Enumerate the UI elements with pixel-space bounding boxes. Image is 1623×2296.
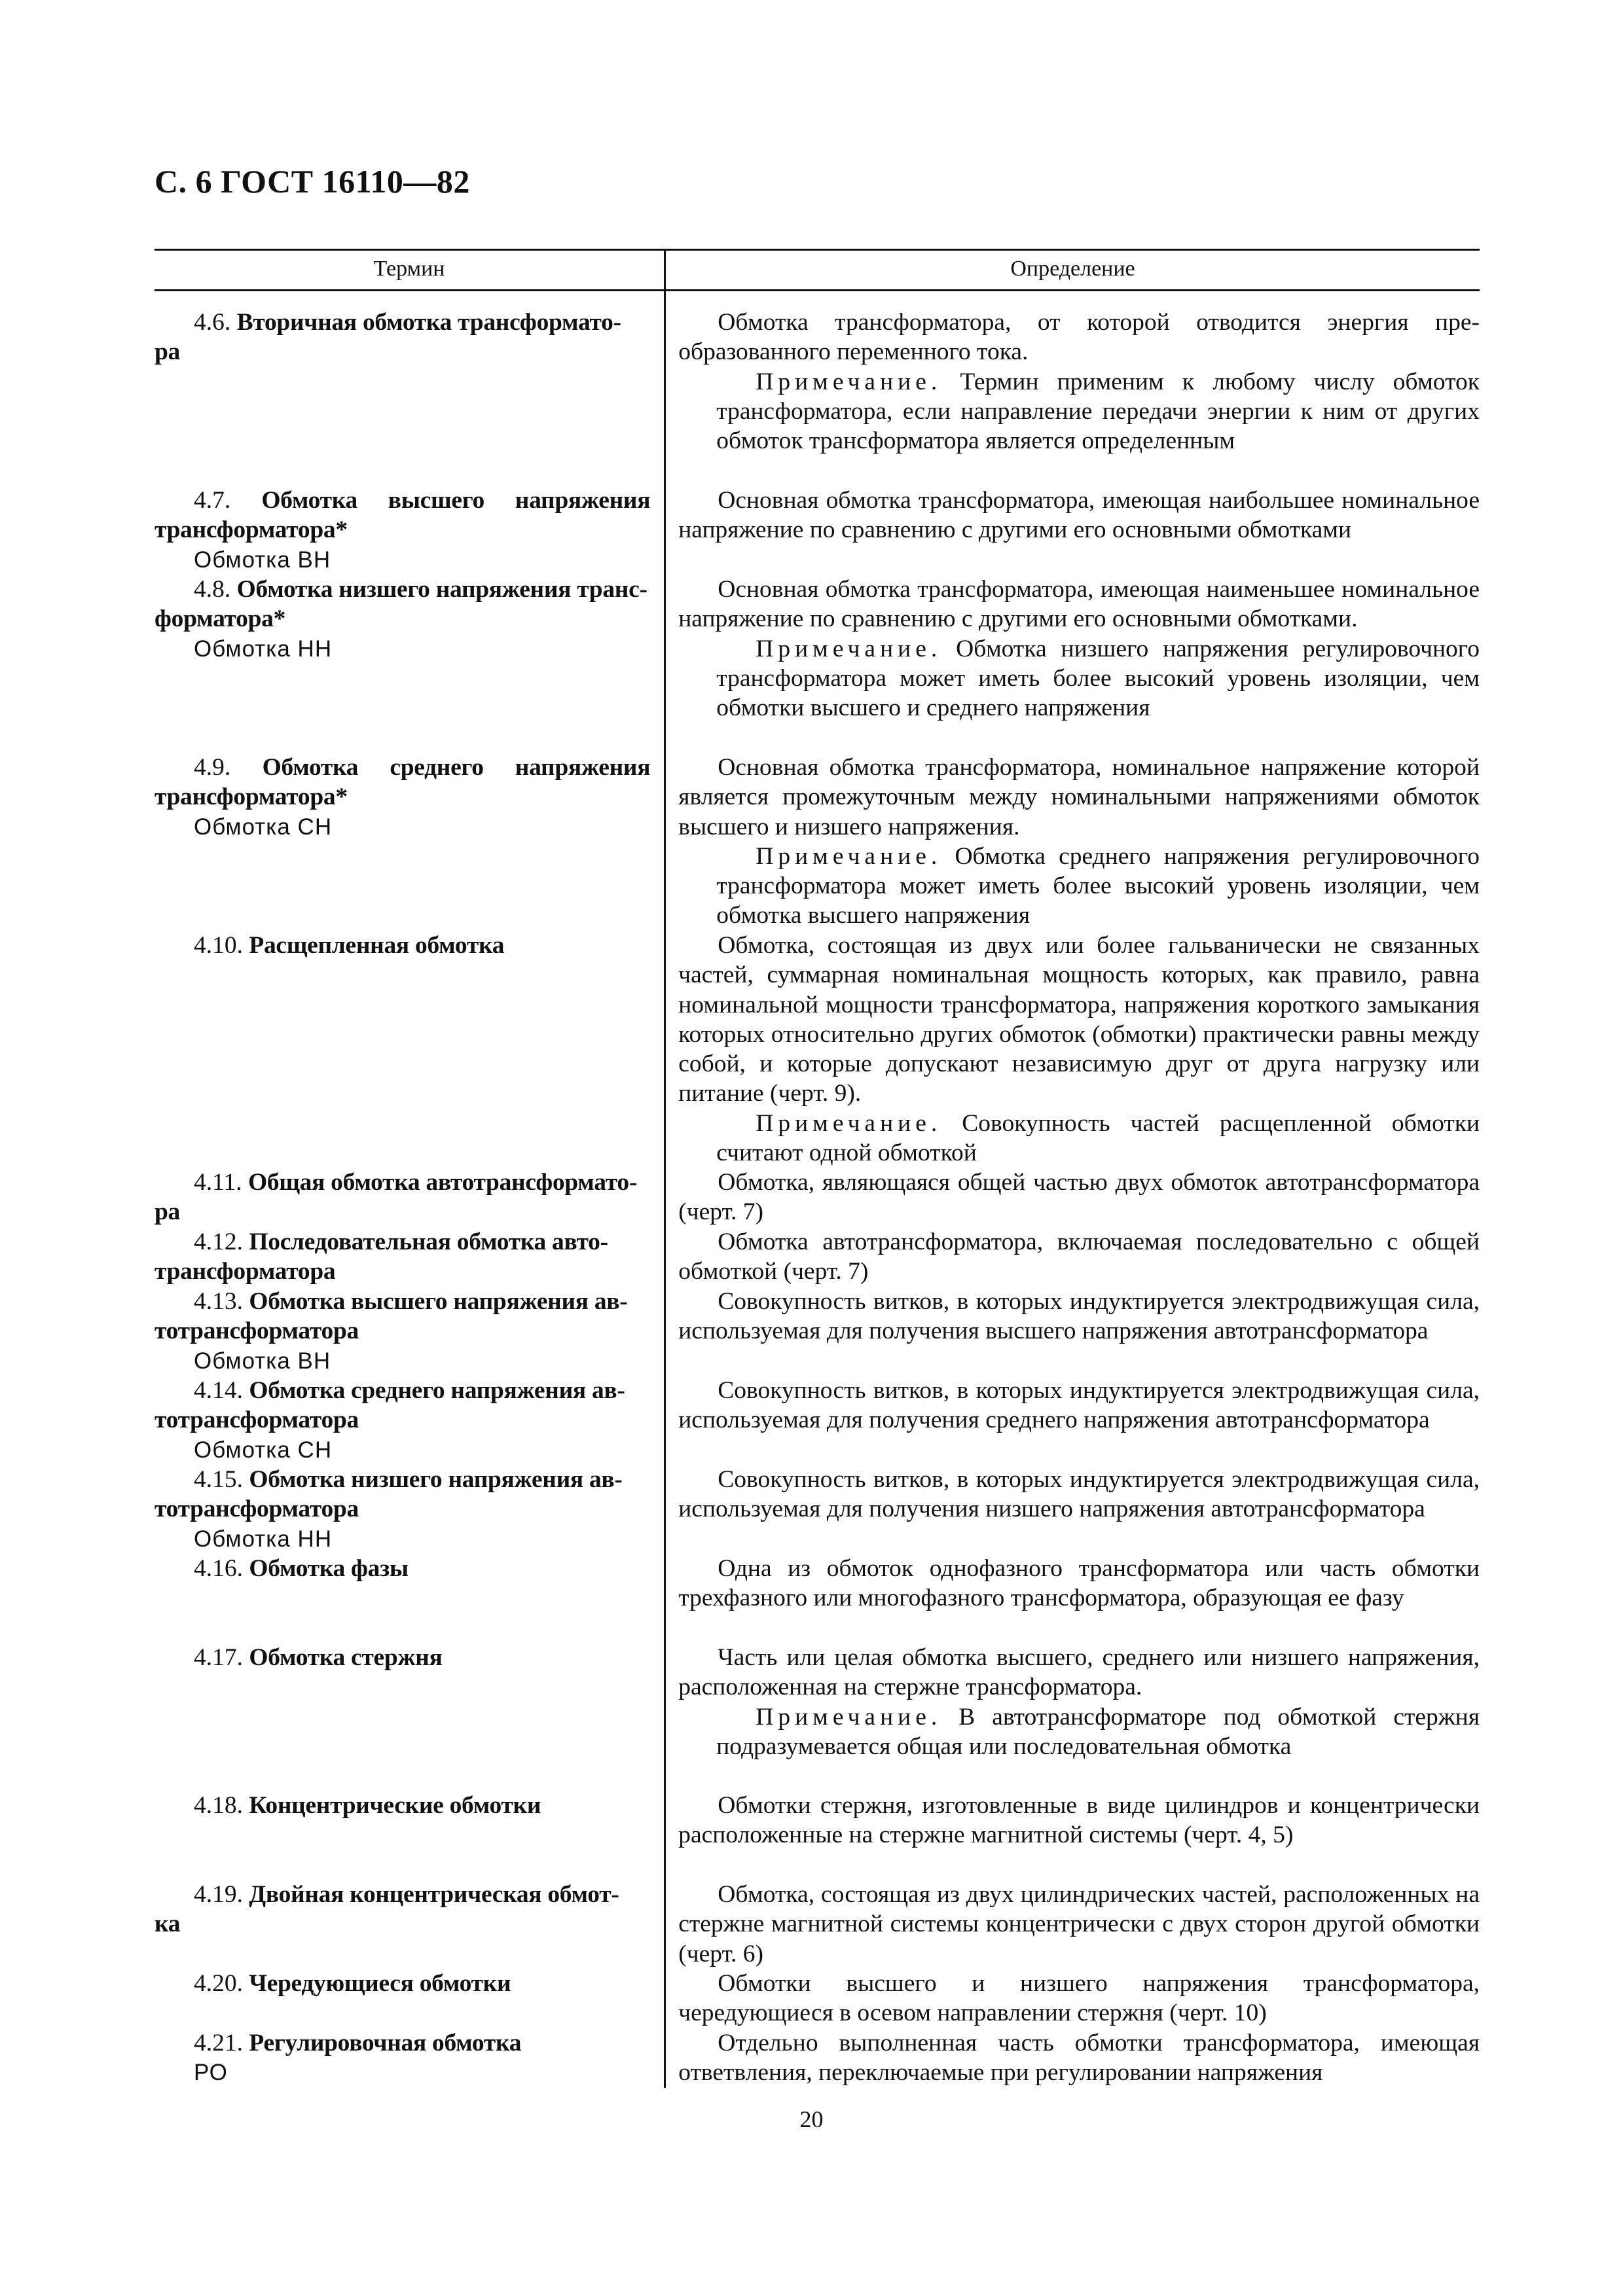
note-text: В автотрансформаторе под обмоткой стержня подразумевается общая или последовательная обмотка: [716, 1703, 1480, 1760]
definition-cell: [678, 1880, 1480, 1969]
note-label: Примечание.: [756, 1109, 942, 1137]
term-number: 4.8.: [194, 576, 231, 603]
term-number: 4.20.: [194, 1970, 243, 1997]
table-row: [155, 1465, 1480, 1554]
term-cell: [155, 1227, 663, 1287]
definition-text: Обмотки стержня, изготовленные в виде цилиндров и концентрически расположенные на стержне магнитной системы (черт. 4, 5): [678, 1792, 1480, 1849]
definition-cell: [678, 1227, 1480, 1287]
definition-cell: [678, 1791, 1480, 1880]
term-cell: [155, 1791, 663, 1880]
table-header-rule: [155, 289, 1480, 291]
table-row: [155, 753, 1480, 931]
term-name: Вторичная обмотка трансформато-: [236, 309, 621, 336]
term-cell: [155, 1554, 663, 1643]
definition-note: [716, 1702, 1480, 1762]
table-row: [155, 486, 1480, 575]
table-row: [155, 1287, 1480, 1376]
term-name-continued: ра: [155, 338, 181, 366]
table-row: [155, 1643, 1480, 1791]
table-row: [155, 1791, 1480, 1880]
definition-text: Часть или целая обмотка высшего, среднего или низшего напряжения, расположенная на стержне трансформатора.: [678, 1644, 1480, 1701]
term-cell: [155, 308, 663, 486]
definition-text: Обмотка, состоящая из двух цилиндрических частей, расположенных на стержне магнитной системы концентрически с двух сторон другой обмотки (черт. 6): [678, 1881, 1480, 1967]
table-row: [155, 308, 1480, 486]
term-name: Обмотка стержня: [249, 1644, 443, 1671]
definition-cell: [678, 1643, 1480, 1791]
term-number: 4.21.: [194, 2030, 243, 2056]
term-cell: [155, 486, 663, 575]
definition-cell: [678, 1969, 1480, 2028]
term-cell: [155, 2028, 663, 2117]
definition-text: Совокупность витков, в которых индуктируется электродвижущая сила, используемая для получения высшего напряжения автотрансформатора: [678, 1288, 1480, 1345]
term-abbreviation: Обмотка ВН: [194, 1348, 331, 1374]
note-text: Обмотка низшего напряжения регулировочного трансформатора может иметь более высокий уровень изоляции, чем обмотки высшего и среднего напряжения: [716, 635, 1480, 722]
definition-cell: [678, 308, 1480, 486]
term-name-continued: трансформатора: [155, 1258, 336, 1285]
term-name: Обмотка низшего напряжения транс-: [236, 576, 647, 603]
table-row: [155, 1227, 1480, 1287]
note-label: Примечание.: [756, 1703, 942, 1731]
table-row: [155, 1376, 1480, 1465]
table-top-rule: [155, 249, 1480, 251]
column-header-term: Термин: [373, 257, 445, 281]
term-number: 4.17.: [194, 1644, 243, 1671]
term-cell: [155, 1643, 663, 1791]
note-text: Обмотка среднего напряжения регулировочного трансформатора может иметь более высокий уровень изоляции, чем обмотка высшего напряжения: [716, 842, 1480, 929]
column-header-definition: Определение: [1010, 257, 1135, 281]
term-cell: [155, 1168, 663, 1227]
note-text: Совокупность частей расщепленной обмотки считают одной обмоткой: [716, 1109, 1480, 1167]
definition-text: Одна из обмоток однофазного трансформатора или часть обмотки трехфазного или многофазного трансформатора, образующая ее фазу: [678, 1555, 1480, 1612]
term-name: Обмотка высшего напряжения: [261, 487, 651, 514]
term-name-continued: трансформатора*: [155, 516, 348, 544]
note-label: Примечание.: [756, 368, 942, 395]
definition-cell: [678, 1376, 1480, 1465]
definition-text: Основная обмотка трансформатора, номинальное напряжение которой является промежуточным между номинальными напряжениями обмоток высшего и низшего напряжения.: [678, 754, 1480, 840]
definition-note: [716, 1109, 1480, 1168]
definition-text: Совокупность витков, в которых индуктируется электродвижущая сила, используемая для получения среднего напряжения автотрансформатора: [678, 1377, 1480, 1434]
term-number: 4.6.: [194, 309, 231, 336]
definition-text: Обмотка, состоящая из двух или более гальванически не связанных частей, суммарная номинальная мощность которых, как правило, равна номинальной мощности трансформатора, напряжения короткого замыкания которых относительно других обмоток (обмотки) практически равны между собой, и которые допускают независимую друг от друга нагрузку или питание (черт. 9).: [678, 932, 1480, 1107]
term-name-continued: тотрансформатора: [155, 1407, 359, 1434]
term-number: 4.19.: [194, 1881, 243, 1908]
definition-text: Отдельно выполненная часть обмотки трансформатора, имеющая ответвления, переключаемые при регулировании напряжения: [678, 2030, 1480, 2087]
term-name: Общая обмотка автотрансформато-: [247, 1169, 638, 1196]
definition-text: Обмотка, являющаяся общей частью двух обмоток автотрансформатора (черт. 7): [678, 1169, 1480, 1226]
term-number: 4.9.: [194, 754, 231, 781]
term-cell: [155, 1465, 663, 1554]
page-number: 20: [799, 2106, 824, 2132]
definition-note: [716, 634, 1480, 723]
definition-text: Обмотка трансформатора, от которой отводится энергия пре-образованного переменного тока.: [678, 309, 1480, 366]
note-label: Примечание.: [756, 635, 942, 662]
note-label: Примечание.: [756, 842, 942, 870]
definition-cell: [678, 1465, 1480, 1554]
term-cell: [155, 753, 663, 931]
term-name: Обмотка низшего напряжения ав-: [249, 1466, 623, 1493]
table-body: [155, 308, 1480, 2117]
definition-text: Обмотка автотрансформатора, включаемая последовательно с общей обмоткой (черт. 7): [678, 1229, 1480, 1285]
term-number: 4.15.: [194, 1466, 243, 1493]
term-number: 4.11.: [194, 1169, 242, 1196]
definition-cell: [678, 1554, 1480, 1643]
term-name: Обмотка среднего напряжения: [262, 754, 651, 781]
definition-cell: [678, 931, 1480, 1168]
term-cell: [155, 575, 663, 753]
term-number: 4.12.: [194, 1229, 243, 1255]
definition-note: [716, 367, 1480, 456]
definition-cell: [678, 2028, 1480, 2117]
definition-cell: [678, 1287, 1480, 1376]
term-number: 4.16.: [194, 1555, 243, 1582]
term-name: Последовательная обмотка авто-: [249, 1229, 608, 1255]
definition-text: Основная обмотка трансформатора, имеющая наименьшее номинальное напряжение по сравнению с другими его основными обмотками.: [678, 576, 1480, 633]
term-number: 4.10.: [194, 932, 243, 959]
term-name: Обмотка высшего напряжения ав-: [249, 1288, 628, 1315]
definition-cell: [678, 575, 1480, 753]
table-row: [155, 1168, 1480, 1227]
term-abbreviation: Обмотка СН: [194, 814, 333, 840]
term-abbreviation: РО: [194, 2060, 228, 2086]
table-row: [155, 575, 1480, 753]
table-row: [155, 1969, 1480, 2028]
table-row: [155, 1880, 1480, 1969]
definition-cell: [678, 1168, 1480, 1227]
table-row: [155, 2028, 1480, 2117]
term-name: Двойная концентрическая обмот-: [249, 1881, 619, 1908]
term-cell: [155, 1969, 663, 2028]
term-name: Обмотка фазы: [249, 1555, 409, 1582]
definition-text: Основная обмотка трансформатора, имеющая наибольшее номинальное напряжение по сравнению с другими его основными обмотками: [678, 487, 1480, 544]
term-name: Регулировочная обмотка: [249, 2030, 522, 2056]
term-name: Концентрические обмотки: [249, 1792, 541, 1819]
term-number: 4.18.: [194, 1792, 243, 1819]
term-name-continued: тотрансформатора: [155, 1496, 359, 1523]
table-row: [155, 1554, 1480, 1643]
definition-text: Обмотки высшего и низшего напряжения трансформатора, чередующиеся в осевом направлении стержня (черт. 10): [678, 1970, 1480, 2027]
term-cell: [155, 931, 663, 1168]
term-abbreviation: Обмотка НН: [194, 1526, 333, 1552]
term-name: Расщепленная обмотка: [249, 932, 505, 959]
term-name: Чередующиеся обмотки: [249, 1970, 511, 1997]
term-name: Обмотка среднего напряжения ав-: [249, 1377, 625, 1404]
term-number: 4.14.: [194, 1377, 243, 1404]
definition-cell: [678, 486, 1480, 575]
table-row: [155, 931, 1480, 1168]
term-name-continued: ка: [155, 1910, 181, 1938]
term-number: 4.7.: [194, 487, 231, 514]
page-header: С. 6 ГОСТ 16110—82: [155, 163, 470, 200]
term-cell: [155, 1287, 663, 1376]
definition-note: [716, 842, 1480, 931]
definition-text: Совокупность витков, в которых индуктируется электродвижущая сила, используемая для получения низшего напряжения автотрансформатора: [678, 1466, 1480, 1523]
term-abbreviation: Обмотка НН: [194, 636, 333, 662]
term-number: 4.13.: [194, 1288, 243, 1315]
definition-cell: [678, 753, 1480, 931]
note-text: Термин применим к любому числу обмоток трансформатора, если направление передачи энергии к ним от других обмоток трансформатора является определенным: [716, 368, 1480, 455]
term-abbreviation: Обмотка СН: [194, 1437, 333, 1463]
term-name-continued: форматора*: [155, 605, 286, 633]
term-name-continued: тотрансформатора: [155, 1318, 359, 1345]
term-name-continued: ра: [155, 1198, 181, 1226]
term-cell: [155, 1376, 663, 1465]
term-abbreviation: Обмотка ВН: [194, 547, 331, 573]
term-cell: [155, 1880, 663, 1969]
term-name-continued: трансформатора*: [155, 783, 348, 811]
